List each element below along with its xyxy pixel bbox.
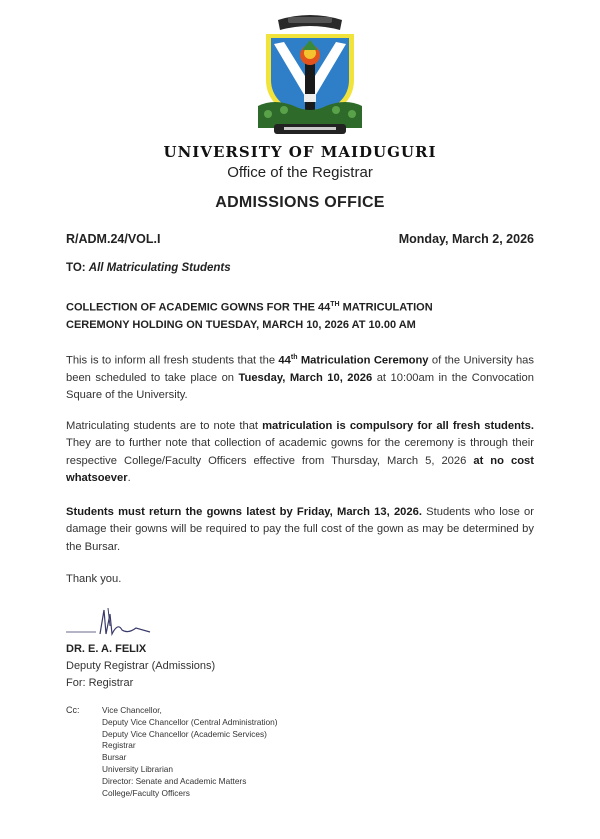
cc-list	[102, 705, 278, 799]
signatory-title: Deputy Registrar (Admissions)	[66, 660, 216, 672]
body-paragraph-2	[66, 418, 534, 487]
paragraph-text: at 10:00am in the Convocation Square of the University.	[66, 372, 534, 402]
recipient-value: All Matriculating Students	[88, 262, 231, 274]
closing-text: Thank you.	[66, 573, 122, 585]
subject-text: CEREMONY HOLDING ON TUESDAY, MARCH 10, 2026 AT 10.00 AM	[66, 318, 416, 331]
cc-item: Bursar	[102, 752, 127, 763]
emphasis-text: at no cost whatsoever	[66, 454, 534, 484]
paragraph-text: Matriculating students are to note that	[66, 420, 263, 432]
paragraph-text: This is to inform all fresh students that the	[66, 354, 279, 367]
cc-item: Director: Senate and Academic Matters	[102, 775, 247, 786]
paragraph-text: Students who lose or damage their gowns will be required to pay the full cost of the gown as may be determined by the Bursar.	[66, 506, 534, 553]
paragraph-text: .	[127, 471, 131, 484]
cc-item: Deputy Vice Chancellor (Central Administration)	[102, 716, 278, 727]
emphasis-text: Matriculation Ceremony	[297, 354, 429, 367]
signatory-name: DR. E. A. FELIX	[66, 643, 147, 655]
office-name: Office of the Registrar	[227, 164, 373, 181]
subject-superscript: TH	[330, 301, 340, 308]
signatory-for: For: Registrar	[66, 677, 134, 689]
cc-item: Deputy Vice Chancellor (Academic Services)	[102, 728, 267, 739]
emphasis-superscript: th	[290, 354, 298, 361]
emphasis-text: Tuesday, March 10, 2026	[238, 372, 373, 385]
emphasis-text: Students must return the gowns latest by Friday, March 13, 2026.	[66, 506, 422, 518]
signature-icon	[66, 604, 156, 640]
emphasis-text: matriculation is compulsory for all fresh students.	[262, 420, 534, 432]
paragraph-text: They are to further note that collection of academic gowns for the ceremony is through their respective College/Faculty Officers effective from Thursday, March 5, 2026	[66, 437, 534, 467]
university-name: UNIVERSITY OF MAIDUGURI	[163, 143, 437, 161]
subject-text: COLLECTION OF ACADEMIC GOWNS FOR THE 44	[66, 301, 331, 314]
reference-number: R/ADM.24/VOL.I	[66, 232, 161, 246]
cc-item: University Librarian	[102, 763, 174, 774]
department-name: ADMISSIONS OFFICE	[215, 194, 385, 211]
emphasis-text: 44	[278, 354, 291, 367]
cc-label: Cc:	[66, 705, 80, 715]
cc-item: College/Faculty Officers	[102, 787, 190, 798]
university-crest-icon	[254, 10, 366, 140]
body-paragraph-1	[66, 349, 534, 405]
cc-item: Registrar	[102, 740, 136, 751]
recipient-line	[66, 262, 231, 274]
cc-item: Vice Chancellor,	[102, 705, 162, 715]
subject-heading	[66, 296, 536, 334]
letter-date: Monday, March 2, 2026	[398, 232, 534, 246]
subject-text: MATRICULATION	[339, 301, 433, 314]
recipient-label: TO:	[66, 262, 86, 274]
body-paragraph-3	[66, 504, 534, 556]
paragraph-text: of the University has been scheduled to take place on	[66, 354, 534, 385]
